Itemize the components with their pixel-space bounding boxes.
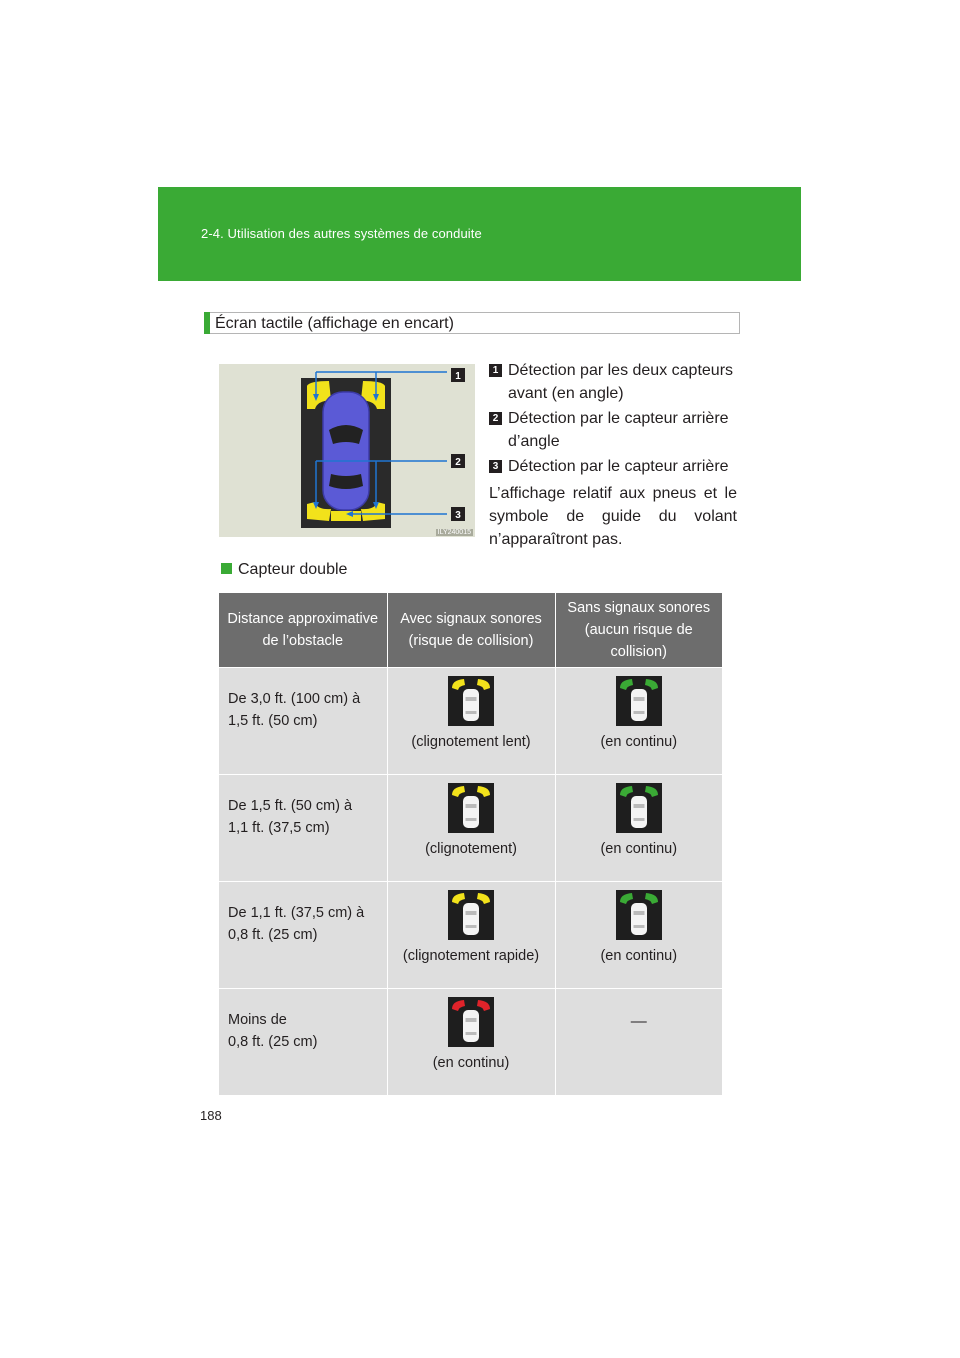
table-header-row — [219, 593, 722, 668]
subsection-title-text: Capteur double — [238, 561, 348, 578]
with-sound-cell — [387, 775, 555, 882]
subsection-title — [221, 561, 347, 579]
sensor-display-figure — [219, 364, 475, 537]
section-title — [204, 312, 740, 334]
no-indicator-dash: — — [630, 1013, 647, 1030]
without-sound-cell — [555, 775, 722, 882]
page-number: 188 — [200, 1108, 222, 1123]
callout-3-label: 3 — [455, 510, 461, 521]
distance-line-1: De 3,0 ft. (100 cm) à — [228, 691, 361, 707]
header-distance: Distance approximative de l’obstacle — [219, 593, 387, 668]
with-sound-cell — [387, 882, 555, 989]
chapter-header-text: 2-4. Utilisation des autres systèmes de conduite — [201, 226, 482, 241]
sensor-yellow-icon — [448, 890, 494, 940]
with-sound-cell — [387, 668, 555, 775]
section-title-text: Écran tactile (affichage en encart) — [215, 315, 454, 332]
without-sound-caption: (en continu) — [600, 948, 678, 964]
sensor-red-icon — [448, 997, 494, 1047]
with-sound-cell — [387, 989, 555, 1096]
car-sensor-illustration — [219, 364, 475, 537]
sensor-yellow-icon — [448, 783, 494, 833]
legend-number-3: 3 — [489, 460, 502, 473]
sensor-yellow-icon — [448, 676, 494, 726]
legend-text-3: Détection par le capteur arrière — [508, 458, 729, 475]
section-title-bar — [204, 312, 210, 334]
legend-text-1: Détection par les deux capteurs avant (en angle) — [508, 362, 734, 402]
table-row — [219, 775, 722, 882]
car-body-icon — [323, 392, 369, 510]
distance-cell — [219, 882, 387, 989]
rear-window — [329, 474, 363, 489]
header-with-sound: Avec signaux sonores (risque de collision) — [387, 593, 555, 668]
distance-line-1: Moins de — [228, 1012, 287, 1028]
legend-item-2 — [489, 408, 737, 453]
with-sound-caption: (clignotement rapide) — [402, 948, 540, 964]
figure-code: ILY240015 — [437, 529, 471, 536]
subsection-bullet-icon — [221, 563, 232, 574]
display-note: L’affichage relatif aux pneus et le symbole de guide du volant n’apparaîtront pas. — [489, 485, 737, 548]
distance-line-2: 1,5 ft. (50 cm) — [228, 713, 318, 729]
without-sound-caption: (en continu) — [600, 734, 678, 750]
sensor-green-icon — [616, 890, 662, 940]
with-sound-caption: (en continu) — [432, 1055, 510, 1071]
table-row — [219, 668, 722, 775]
callout-1-label: 1 — [455, 371, 461, 382]
sensor-green-icon — [616, 676, 662, 726]
distance-line-1: De 1,5 ft. (50 cm) à — [228, 798, 353, 814]
without-sound-cell — [555, 989, 722, 1096]
sensor-distance-table — [219, 593, 722, 1095]
distance-cell — [219, 668, 387, 775]
chapter-header — [158, 187, 801, 281]
sensor-green-icon — [616, 783, 662, 833]
callout-2-label: 2 — [455, 457, 461, 468]
with-sound-caption: (clignotement lent) — [411, 734, 531, 750]
table-row — [219, 882, 722, 989]
distance-line-2: 0,8 ft. (25 cm) — [228, 927, 318, 943]
legend-item-3 — [489, 456, 737, 479]
rear-center-sensor-zone — [331, 511, 361, 521]
legend-item-1 — [489, 360, 737, 405]
legend-number-2: 2 — [489, 412, 502, 425]
distance-line-1: De 1,1 ft. (37,5 cm) à — [228, 905, 365, 921]
without-sound-cell — [555, 668, 722, 775]
table-row — [219, 989, 722, 1096]
distance-cell — [219, 989, 387, 1096]
distance-line-2: 1,1 ft. (37,5 cm) — [228, 820, 330, 836]
legend-number-1: 1 — [489, 364, 502, 377]
without-sound-caption: (en continu) — [600, 841, 678, 857]
without-sound-cell — [555, 882, 722, 989]
header-without-sound: Sans signaux sonores (aucun risque de collision) — [555, 593, 722, 668]
windshield — [329, 425, 363, 444]
distance-line-2: 0,8 ft. (25 cm) — [228, 1034, 318, 1050]
with-sound-caption: (clignotement) — [425, 841, 517, 857]
legend-text-2: Détection par le capteur arrière d’angle — [508, 410, 729, 450]
distance-cell — [219, 775, 387, 882]
